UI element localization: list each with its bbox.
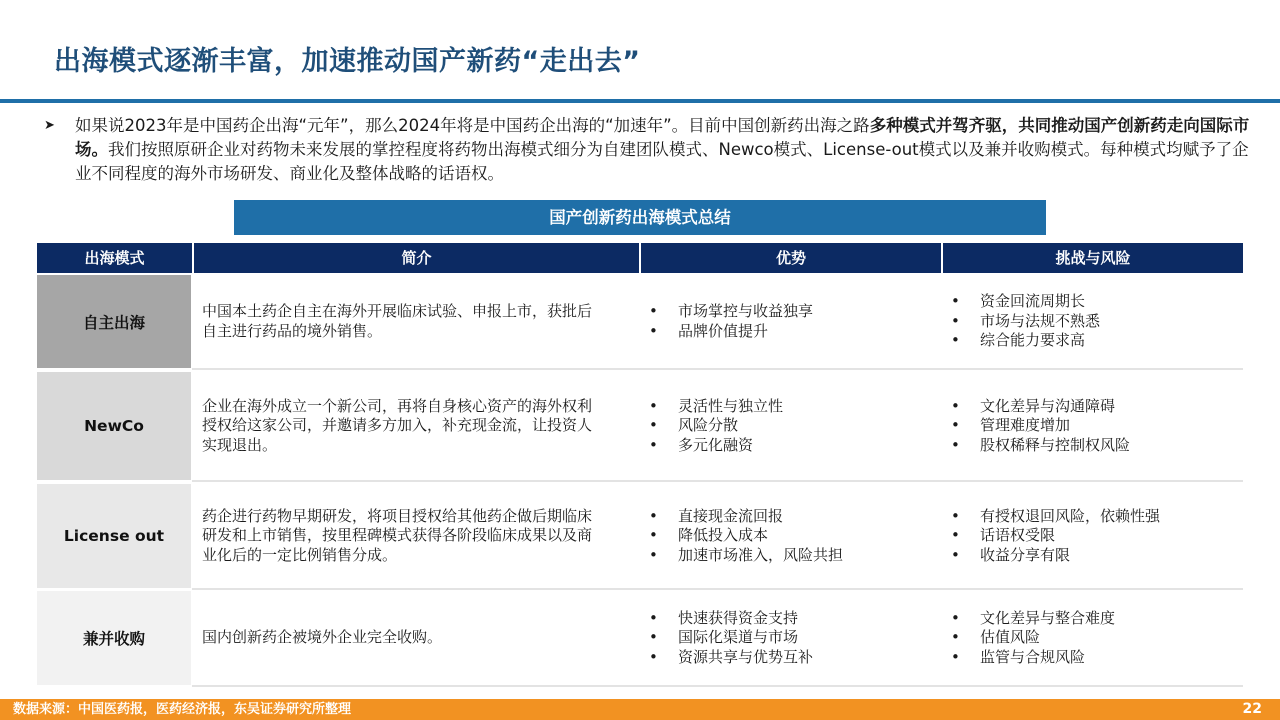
advantage-list — [645, 591, 935, 685]
table-row — [37, 275, 1243, 368]
list-item-text: 收益分享有限 — [980, 545, 1071, 564]
list-item-text: 文化差异与沟通障碍 — [980, 396, 1116, 415]
table-row — [37, 372, 1243, 480]
description-line: 研发和上市销售，按里程碑模式获得各阶段临床成果以及商 — [202, 526, 593, 545]
description-line: 中国本土药企自主在海外开展临床试验、申报上市，获批后 — [202, 302, 593, 320]
intro-paragraph — [44, 114, 1254, 186]
bullet-dot-icon: • — [649, 435, 658, 454]
list-item — [645, 322, 935, 342]
list-item — [947, 628, 1237, 648]
bullet-dot-icon: • — [951, 506, 960, 525]
bullet-dot-icon: • — [649, 628, 658, 647]
bullet-dot-icon: • — [649, 321, 658, 340]
list-item-text: 话语权受限 — [980, 526, 1056, 545]
bullet-dot-icon: • — [951, 608, 960, 627]
list-item — [947, 609, 1237, 629]
list-item — [947, 397, 1237, 417]
bullet-dot-icon: • — [951, 545, 960, 564]
bullet-dot-icon: • — [649, 526, 658, 545]
list-item-text: 管理难度增加 — [980, 416, 1071, 435]
bullet-dot-icon: • — [649, 545, 658, 564]
advantage-list — [645, 484, 935, 588]
table-row — [37, 591, 1243, 685]
bullet-dot-icon: • — [649, 302, 658, 320]
list-item — [645, 546, 935, 566]
list-item — [947, 436, 1237, 456]
mode-name-cell: NewCo — [37, 372, 191, 480]
list-item — [947, 507, 1237, 527]
list-item — [645, 507, 935, 527]
mode-description-cell — [202, 484, 632, 588]
mode-description-cell — [202, 275, 632, 368]
list-item-text: 灵活性与独立性 — [678, 396, 784, 415]
list-item — [947, 292, 1237, 312]
header-advantages: 优势 — [641, 243, 941, 273]
title-divider — [0, 99, 1280, 103]
source-note: 数据来源：中国医药报，医药经济报，东吴证券研究所整理 — [13, 702, 352, 717]
list-item — [947, 546, 1237, 566]
list-item — [645, 397, 935, 417]
list-item-text: 资金回流周期长 — [980, 292, 1086, 311]
bullet-dot-icon: • — [951, 647, 960, 666]
list-item-text: 有授权退回风险，依赖性强 — [980, 506, 1161, 525]
list-item-text: 快速获得资金支持 — [678, 608, 799, 627]
row-divider — [192, 480, 1243, 482]
list-item-text: 监管与合规风险 — [980, 647, 1086, 666]
bullet-dot-icon: • — [951, 526, 960, 545]
list-item — [645, 436, 935, 456]
list-item-text: 品牌价值提升 — [678, 321, 769, 340]
bullet-dot-icon: • — [649, 647, 658, 666]
intro-part1: 如果说2023年是中国药企出海“元年”，那么2024年将是中国药企出海的“加速年”。目前中国创新药出海之路 — [75, 116, 870, 135]
list-item — [645, 609, 935, 629]
description-line: 实现退出。 — [202, 435, 278, 454]
row-divider — [192, 685, 1243, 687]
bullet-dot-icon: • — [951, 292, 960, 311]
bullet-dot-icon: • — [649, 396, 658, 415]
list-item — [645, 302, 935, 322]
bullet-dot-icon: • — [951, 396, 960, 415]
list-item-text: 加速市场准入，风险共担 — [678, 545, 844, 564]
mode-name-cell: 自主出海 — [37, 275, 191, 368]
advantage-list — [645, 372, 935, 480]
list-item — [947, 312, 1237, 332]
description-line: 自主进行药品的境外销售。 — [202, 321, 383, 340]
header-mode: 出海模式 — [37, 243, 192, 273]
bullet-dot-icon: • — [649, 416, 658, 435]
bullet-dot-icon: • — [649, 506, 658, 525]
intro-bold: 多种模式并驾齐驱，共同推动国产创新药走向国际市场。 — [75, 116, 1250, 159]
footer-bar — [0, 699, 1280, 720]
mode-description-cell — [202, 372, 632, 480]
list-item-text: 国际化渠道与市场 — [678, 628, 799, 647]
header-risks: 挑战与风险 — [943, 243, 1243, 273]
risk-list — [947, 372, 1237, 480]
arrow-bullet-icon: ➤ — [44, 118, 55, 133]
list-item-text: 直接现金流回报 — [678, 506, 784, 525]
bullet-dot-icon: • — [649, 608, 658, 627]
bullet-dot-icon: • — [951, 628, 960, 647]
list-item-text: 市场掌控与收益独享 — [678, 302, 814, 320]
risk-list — [947, 591, 1237, 685]
list-item-text: 降低投入成本 — [678, 526, 769, 545]
mode-name-cell: 兼并收购 — [37, 591, 191, 685]
list-item-text: 估值风险 — [980, 628, 1041, 647]
list-item-text: 多元化融资 — [678, 435, 754, 454]
list-item-text: 综合能力要求高 — [980, 331, 1086, 350]
row-divider — [192, 588, 1243, 590]
description-line: 业化后的一定比例销售分成。 — [202, 545, 398, 564]
risk-list — [947, 275, 1237, 368]
intro-text — [75, 114, 1254, 186]
row-divider — [192, 368, 1243, 370]
list-item — [947, 416, 1237, 436]
page-number: 22 — [1242, 701, 1262, 717]
list-item — [947, 526, 1237, 546]
list-item — [645, 628, 935, 648]
list-item-text: 文化差异与整合难度 — [980, 608, 1116, 627]
risk-list — [947, 484, 1237, 588]
bullet-dot-icon: • — [951, 311, 960, 330]
list-item — [947, 648, 1237, 668]
header-intro: 简介 — [194, 243, 639, 273]
list-item-text: 资源共享与优势互补 — [678, 647, 814, 666]
bullet-dot-icon: • — [951, 416, 960, 435]
table-row — [37, 484, 1243, 588]
bullet-dot-icon: • — [951, 435, 960, 454]
description-line: 国内创新药企被境外企业完全收购。 — [202, 628, 443, 647]
list-item — [645, 416, 935, 436]
table-caption: 国产创新药出海模式总结 — [234, 200, 1046, 235]
list-item-text: 股权稀释与控制权风险 — [980, 435, 1131, 454]
description-line: 药企进行药物早期研发，将项目授权给其他药企做后期临床 — [202, 506, 593, 525]
description-line: 企业在海外成立一个新公司，再将自身核心资产的海外权利 — [202, 396, 593, 415]
list-item-text: 风险分散 — [678, 416, 739, 435]
list-item — [645, 648, 935, 668]
bullet-dot-icon: • — [951, 331, 960, 350]
advantage-list — [645, 275, 935, 368]
description-line: 授权给这家公司，并邀请多方加入，补充现金流，让投资人 — [202, 416, 593, 435]
page-title: 出海模式逐渐丰富，加速推动国产新药“走出去” — [54, 46, 641, 77]
mode-description-cell — [202, 591, 632, 685]
list-item — [645, 526, 935, 546]
list-item — [947, 331, 1237, 351]
list-item-text: 市场与法规不熟悉 — [980, 311, 1101, 330]
intro-part2: 我们按照原研企业对药物未来发展的掌控程度将药物出海模式细分为自建团队模式、Newco模式、License-out模式以及兼并收购模式。每种模式均赋予了企业不同程度的海外市场研发、商业化及整体战略的话语权。 — [75, 140, 1249, 183]
mode-name-cell: License out — [37, 484, 191, 588]
